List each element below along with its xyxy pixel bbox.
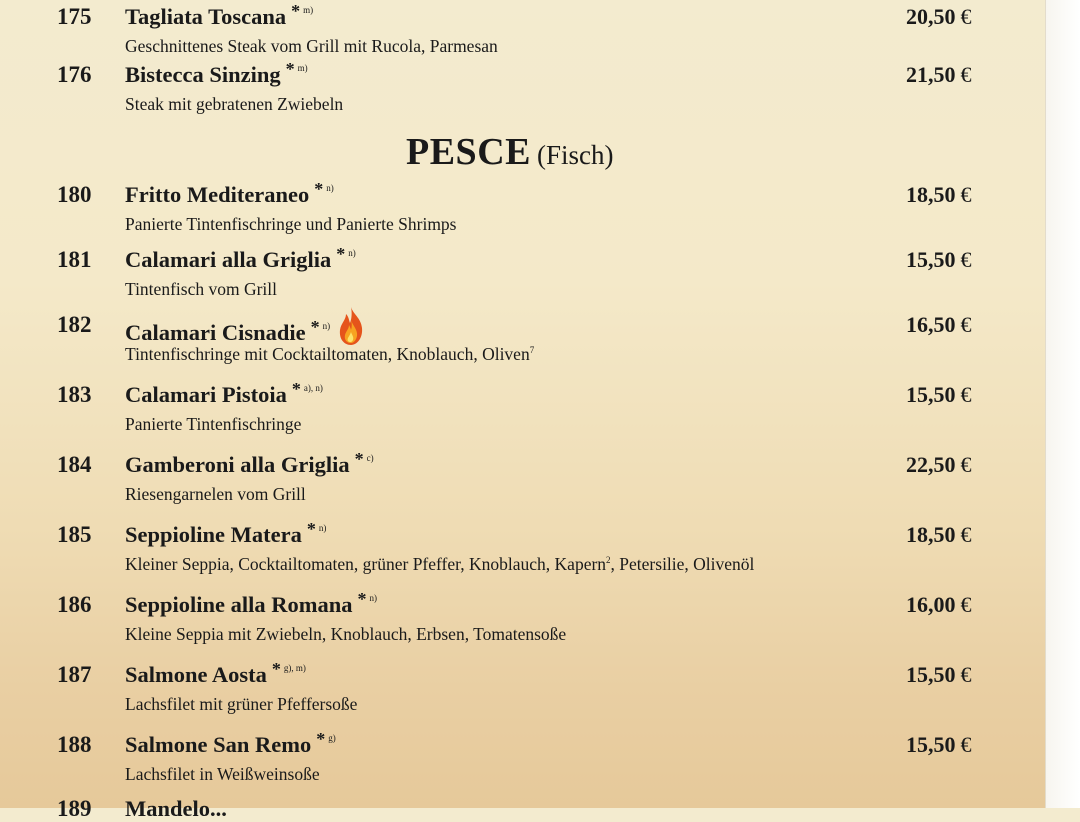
item-allergen: n) [348, 248, 356, 258]
item-star: * [336, 244, 346, 264]
item-name: Calamari Pistoia * $^{a), n)}$ [125, 379, 323, 407]
item-star: * [314, 179, 324, 199]
item-price: 15,50 € [906, 382, 972, 407]
item-name: Seppioline alla Romana * $^{n)}$ [125, 589, 378, 617]
item-name: Salmone Aosta * $^{g), m)}$ [125, 659, 306, 687]
item-price: 15,50 € [906, 732, 972, 757]
item-allergen: m) [297, 63, 308, 73]
item-star: * [306, 519, 316, 539]
item-price: 16,00 € [906, 592, 972, 617]
item-name: Gamberoni alla Griglia * $^{c)}$ [125, 449, 374, 477]
item-price: 22,50 € [906, 452, 972, 477]
item-star: * [357, 589, 367, 609]
item-name: Fritto Mediteraneo * $^{n)}$ [125, 179, 334, 207]
item-star: * [354, 449, 364, 469]
item-number: 181 [57, 247, 92, 272]
item-star: * [316, 729, 326, 749]
page-edge [1045, 0, 1080, 808]
item-price: 20,50 € [906, 4, 972, 29]
item-allergen: g) [328, 733, 336, 743]
item-description: Tintenfischringe mit Cocktailtomaten, Knoblauch, Oliven$^7$ [125, 344, 535, 364]
item-price: 21,50 € [906, 62, 972, 87]
item-description: Kleine Seppia mit Zwiebeln, Knoblauch, Erbsen, Tomatensoße [125, 624, 567, 644]
item-number: 189 [57, 796, 92, 821]
item-allergen: c) [366, 453, 374, 463]
item-name: Seppioline Matera * $^{n)}$ [125, 519, 327, 547]
item-star: * [291, 379, 301, 399]
item-price: 15,50 € [906, 662, 972, 687]
item-allergen: g), m) [283, 663, 306, 673]
item-number: 188 [57, 732, 92, 757]
item-number: 185 [57, 522, 92, 547]
item-star: * [291, 1, 301, 21]
item-price: 18,50 € [906, 522, 972, 547]
item-name: Mandelo... [125, 796, 227, 821]
item-number: 187 [57, 662, 92, 687]
item-number: 182 [57, 312, 92, 337]
item-description: Lachsfilet mit grüner Pfeffersoße [125, 694, 358, 714]
item-number: 186 [57, 592, 92, 617]
item-star: * [285, 59, 295, 79]
item-description: Panierte Tintenfischringe und Panierte Shrimps [125, 214, 457, 234]
item-name: Calamari Cisnadie * $^{n)}$ [125, 312, 366, 358]
item-description: Steak mit gebratenen Zwiebeln [125, 94, 344, 114]
item-description: Panierte Tintenfischringe [125, 414, 302, 434]
item-allergen: n) [369, 593, 378, 603]
item-description: Kleiner Seppia, Cocktailtomaten, grüner Pfeffer, Knoblauch, Kapern$^2$, Petersilie, Olivenöl [125, 554, 755, 574]
item-star: * [310, 317, 320, 338]
item-number: 180 [57, 182, 92, 207]
item-price: 18,50 € [906, 182, 972, 207]
item-allergen: n) [318, 523, 327, 533]
item-number: 176 [57, 62, 92, 87]
item-name: Bistecca Sinzing * $^{m)}$ [125, 59, 308, 87]
item-allergen: a), n) [303, 383, 323, 393]
item-number: 175 [57, 4, 92, 29]
section-title [406, 130, 613, 174]
item-description: Riesengarnelen vom Grill [125, 484, 306, 504]
section-title-main: PESCE [406, 131, 531, 173]
item-name: Calamari alla Griglia * $^{n)}$ [125, 244, 356, 272]
item-name: Salmone San Remo * $^{g)}$ [125, 729, 336, 757]
item-description: Lachsfilet in Weißweinsoße [125, 764, 320, 784]
section-title-sub: (Fisch) [536, 140, 614, 170]
item-allergen: n) [322, 321, 331, 332]
item-description: Tintenfisch vom Grill [125, 279, 277, 299]
item-description: Geschnittenes Steak vom Grill mit Rucola, Parmesan [125, 36, 498, 56]
item-price: 15,50 € [906, 247, 972, 272]
item-number: 183 [57, 382, 92, 407]
item-star: * [271, 659, 281, 679]
item-allergen: m) [303, 5, 314, 15]
item-allergen: n) [326, 183, 334, 193]
item-price: 16,50 € [906, 312, 972, 337]
item-name: Tagliata Toscana * $^{m)}$ [125, 1, 314, 29]
item-number: 184 [57, 452, 92, 477]
